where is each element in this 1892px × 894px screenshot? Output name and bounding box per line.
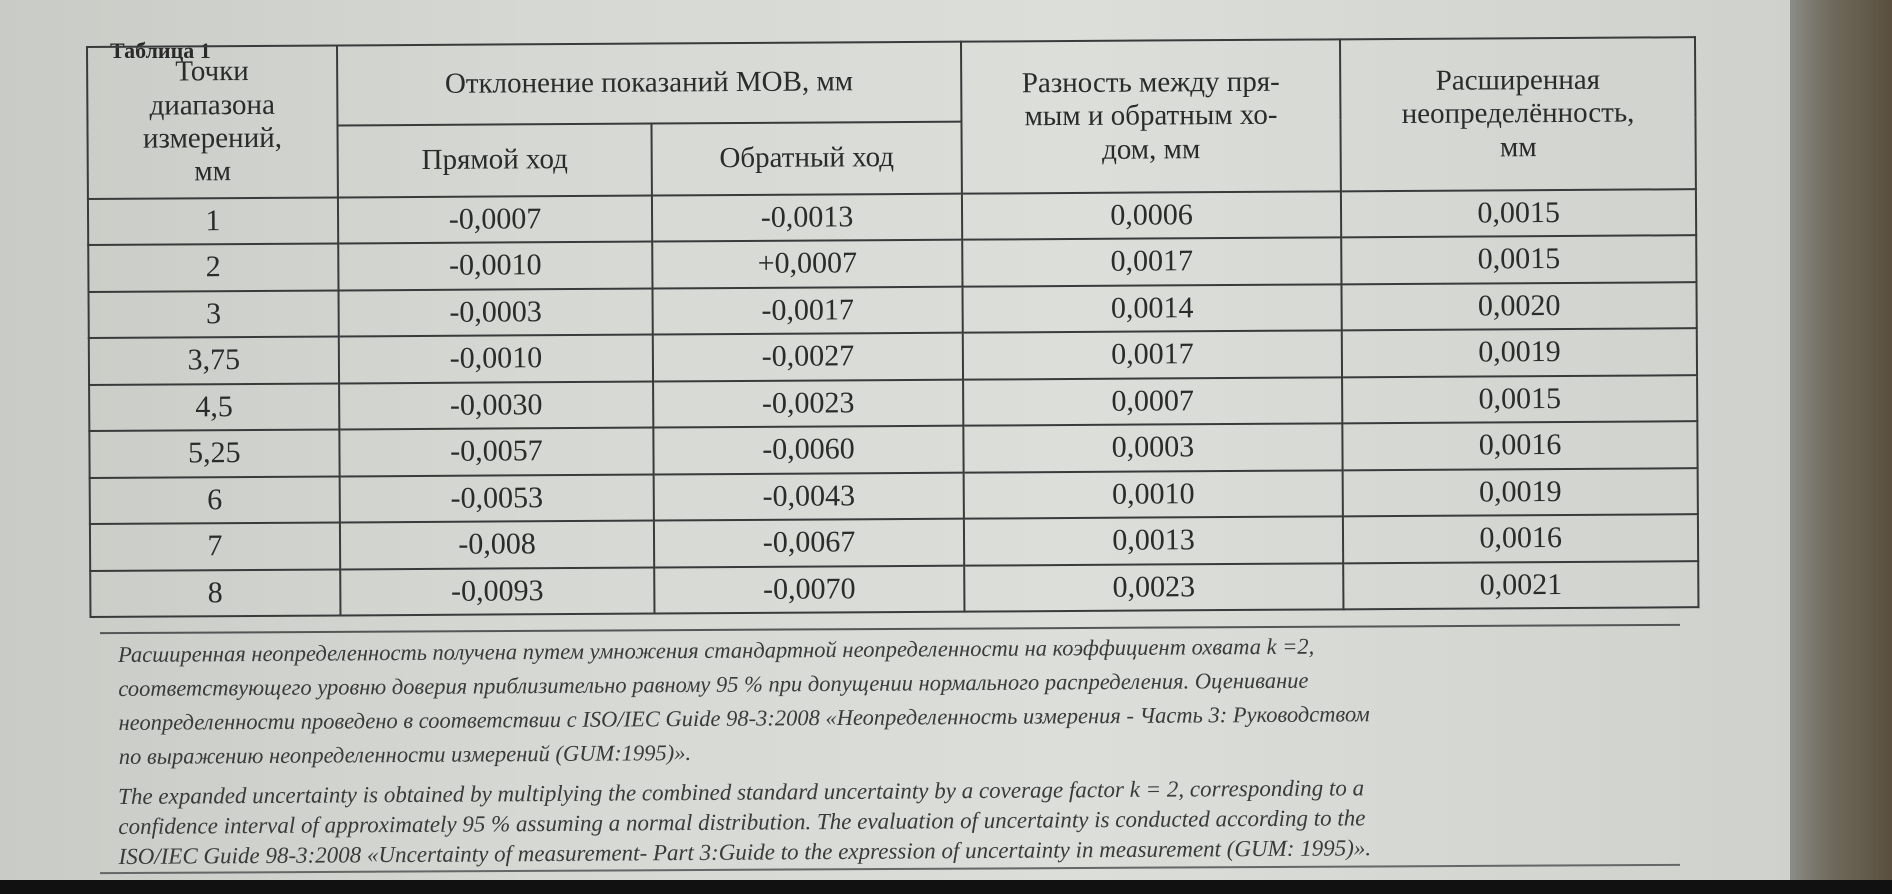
cell-uncertainty: 0,0020 (1342, 282, 1697, 331)
cell-forward: -0,008 (340, 521, 655, 569)
cell-forward: -0,0093 (340, 567, 655, 615)
cell-forward: -0,0053 (339, 474, 654, 522)
cell-difference: 0,0010 (963, 470, 1343, 519)
note-english (118, 771, 1699, 872)
note-line: confidence interval of approximately 95 % assuming a normal distribution. The evaluation of uncertainty is conducted according to the (118, 805, 1366, 839)
cell-point: 3 (89, 290, 339, 338)
note-line: неопределенности проведено в соответствии с ISO/IEC Guide 98-3:2008 «Неопределенность измерения - Часть 3: Руководством (118, 701, 1370, 735)
header-uncertainty-line: неопределённость, (1401, 96, 1635, 131)
cell-uncertainty: 0,0019 (1342, 328, 1697, 377)
cell-forward: -0,0057 (339, 428, 654, 476)
cell-forward: -0,0030 (339, 381, 654, 429)
note-line: Расширенная неопределенность получена путем умножения стандартной неопределенности на коэффициент охвата k =2, (118, 633, 1315, 667)
cell-reverse: -0,0013 (652, 194, 962, 242)
cell-difference: 0,0017 (963, 331, 1343, 380)
header-forward: Прямой ход (337, 124, 652, 198)
cell-point: 2 (88, 244, 338, 292)
bottom-bar (0, 880, 1892, 894)
cell-point: 7 (90, 523, 340, 571)
header-difference (961, 39, 1341, 193)
header-points-line: измерений, (142, 121, 283, 155)
note-line: соответствующего уровню доверия приблизительно равному 95 % при допущении нормального распределения. Оценивание (118, 667, 1309, 701)
cell-reverse: -0,0027 (653, 333, 963, 381)
cell-difference: 0,0003 (963, 424, 1343, 473)
cell-forward: -0,0003 (338, 288, 653, 336)
cell-uncertainty: 0,0015 (1341, 236, 1696, 285)
cell-point: 6 (90, 476, 340, 524)
header-difference-line: Разность между пря- (1021, 65, 1280, 100)
cell-reverse: -0,0023 (653, 379, 963, 427)
cell-uncertainty: 0,0016 (1343, 421, 1698, 470)
cell-point: 8 (90, 569, 340, 617)
cell-point: 5,25 (89, 430, 339, 478)
note-line: по выражению неопределенности измерений (GUM:1995)». (118, 740, 692, 769)
header-reverse: Обратный ход (652, 122, 962, 196)
cell-uncertainty: 0,0015 (1342, 375, 1697, 424)
cell-difference: 0,0013 (964, 516, 1344, 565)
cell-difference: 0,0023 (964, 563, 1344, 612)
cell-uncertainty: 0,0019 (1343, 468, 1698, 517)
cell-forward: -0,0010 (339, 335, 654, 383)
table-row (90, 561, 1698, 617)
header-difference-line: дом, мм (1101, 132, 1201, 166)
cell-reverse: -0,0070 (654, 565, 964, 613)
measurement-table (86, 36, 1699, 618)
cell-reverse: -0,0060 (654, 426, 964, 474)
note-line: The expanded uncertainty is obtained by multiplying the combined standard uncertainty by a coverage factor k = 2, corresponding to a (118, 775, 1365, 809)
header-deviation: Отклонение показаний МОВ, мм (337, 42, 962, 126)
cell-uncertainty: 0,0016 (1343, 514, 1698, 563)
note-line: ISO/IEC Guide 98-3:2008 «Uncertainty of measurement- Part 3:Guide to the expression of uncertainty in measurement (GUM: 1995)». (118, 835, 1372, 869)
cell-uncertainty: 0,0015 (1341, 189, 1696, 238)
header-points (87, 45, 338, 199)
note-russian (118, 627, 1699, 774)
header-points-line: диапазона (149, 88, 276, 122)
cell-uncertainty: 0,0021 (1343, 561, 1698, 610)
table-caption: Таблица 1 (110, 38, 211, 63)
cell-reverse: -0,0043 (654, 472, 964, 520)
header-uncertainty (1340, 37, 1696, 191)
cell-point: 1 (88, 197, 338, 245)
cell-forward: -0,0007 (338, 196, 653, 244)
cell-difference: 0,0006 (962, 191, 1342, 240)
cell-forward: -0,0010 (338, 242, 653, 290)
cell-difference: 0,0014 (962, 284, 1342, 333)
cell-point: 3,75 (89, 337, 339, 385)
header-uncertainty-line: Расширенная (1435, 63, 1601, 97)
cell-reverse: +0,0007 (652, 240, 962, 288)
header-points-line: Точки (175, 55, 249, 88)
cell-difference: 0,0007 (963, 377, 1343, 426)
cell-difference: 0,0017 (962, 238, 1342, 287)
header-points-line: мм (194, 155, 232, 188)
cell-reverse: -0,0067 (654, 519, 964, 567)
header-uncertainty-line: мм (1499, 130, 1537, 164)
cell-point: 4,5 (89, 383, 339, 431)
header-difference-line: мым и обратным хо- (1024, 99, 1278, 133)
page-edge-background (1790, 0, 1892, 894)
cell-reverse: -0,0017 (653, 287, 963, 335)
